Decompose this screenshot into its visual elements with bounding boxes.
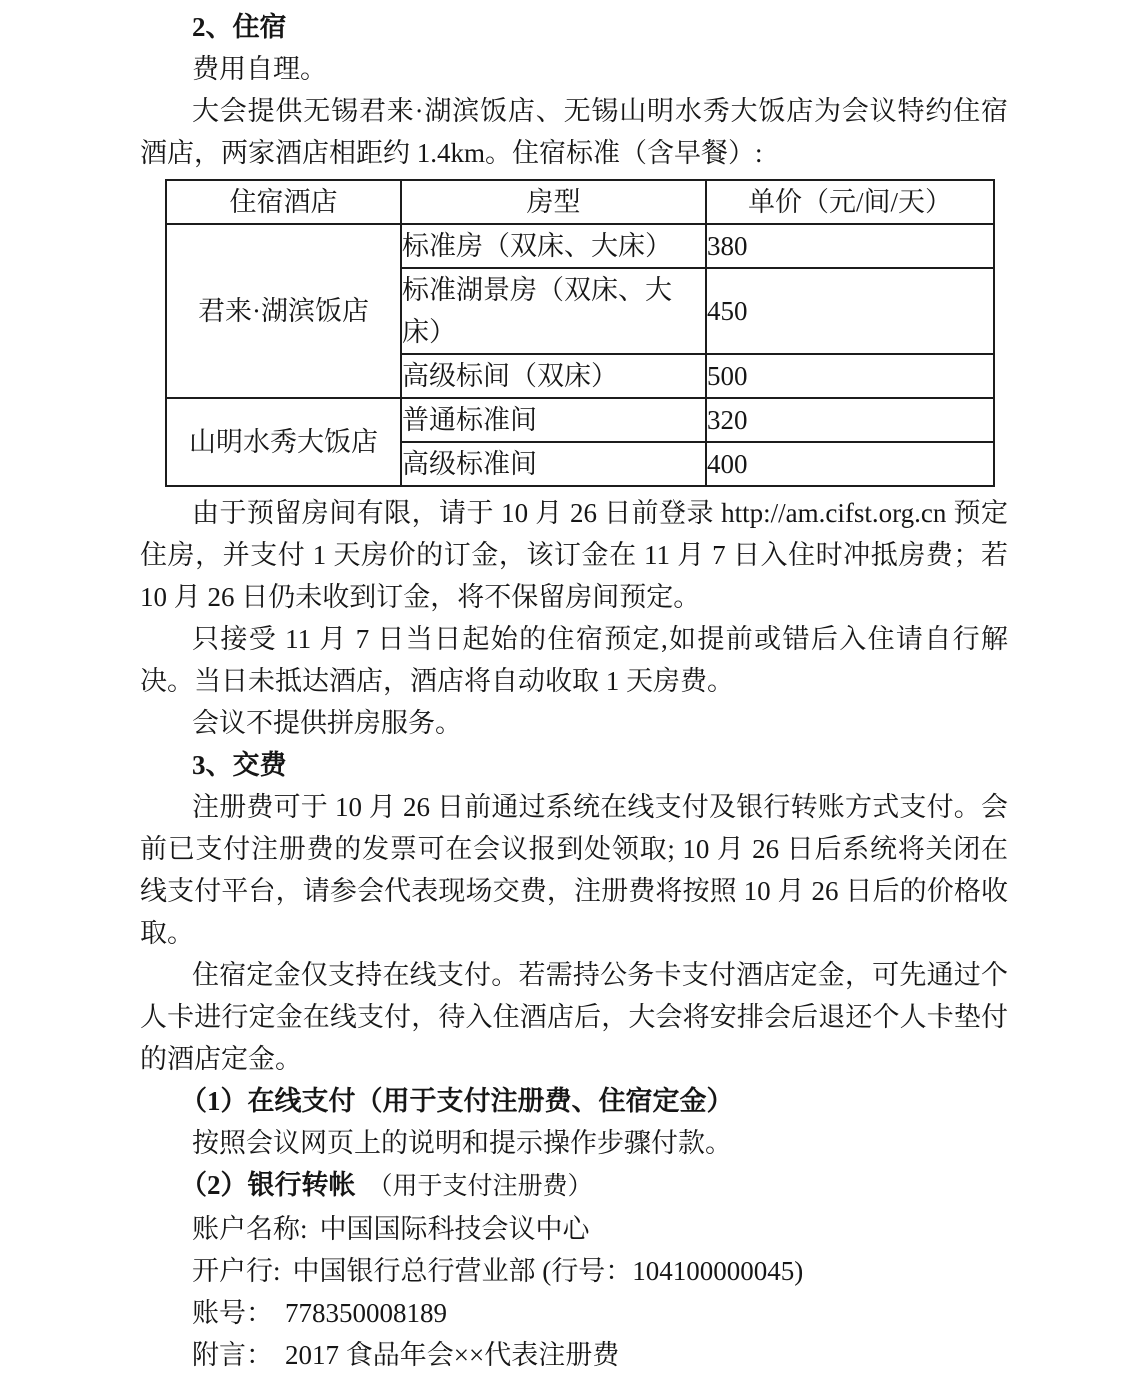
booking-url: http://am.cifst.org.cn — [721, 498, 947, 528]
room-price: 380 — [706, 224, 994, 268]
section-payment-heading: 3、交费 — [192, 750, 287, 780]
room-type: 高级标准间 — [401, 442, 706, 486]
col-header-hotel: 住宿酒店 — [166, 180, 401, 224]
account-number-label: 账号： — [192, 1298, 273, 1328]
room-type: 普通标准间 — [401, 398, 706, 442]
booking-note-pre: 由于预留房间有限，请于 10 月 26 日前登录 — [192, 498, 722, 528]
room-type: 标准房（双床、大床） — [401, 224, 706, 268]
booking-note-post: 预定住房，并支付 1 天房价的订金，该订金在 11 月 7 日入住时冲抵房费；若 10 月 26 日仍未收到订金，将不保留房间预定。 — [140, 498, 1009, 612]
room-price: 320 — [706, 398, 994, 442]
hotel-name-shanmingshuixiu: 山明水秀大饭店 — [166, 398, 401, 486]
fee-self-note: 费用自理。 — [192, 54, 327, 84]
bank-transfer-heading — [140, 1164, 1008, 1208]
col-header-unit-price: 单价（元/间/天） — [706, 180, 994, 224]
online-payment-heading: （1）在线支付（用于支付注册费、住宿定金） — [180, 1086, 734, 1116]
account-bank-line — [140, 1250, 1008, 1292]
room-price: 400 — [706, 442, 994, 486]
account-name-line — [140, 1208, 1008, 1250]
room-sharing-note: 会议不提供拼房服务。 — [192, 708, 462, 738]
room-price: 500 — [706, 354, 994, 398]
account-name-value: 中国国际科技会议中心 — [319, 1214, 590, 1244]
account-name-label: 账户名称: — [192, 1214, 308, 1244]
account-memo-line — [140, 1334, 1008, 1376]
hotel-intro-paragraph: 大会提供无锡君来·湖滨饭店、无锡山明水秀大饭店为会议特约住宿酒店，两家酒店相距约 1.4km。住宿标准（含早餐）: — [140, 96, 1008, 168]
table-row — [166, 398, 994, 442]
hotel-name-junlai: 君来·湖滨饭店 — [166, 224, 401, 398]
room-price: 450 — [706, 268, 994, 354]
table-row — [166, 224, 994, 268]
deposit-paragraph: 住宿定金仅支持在线支付。若需持公务卡支付酒店定金，可先通过个人卡进行定金在线支付，待入住酒店后，大会将安排会后退还个人卡垫付的酒店定金。 — [140, 960, 1008, 1074]
account-number-line — [140, 1292, 1008, 1334]
account-memo-value: 2017 食品年会××代表注册费 — [285, 1340, 620, 1370]
account-bank-label: 开户行: — [192, 1256, 281, 1286]
bank-transfer-heading-suffix: （用于支付注册费） — [367, 1173, 593, 1200]
table-header-row — [166, 180, 994, 224]
account-bank-value: 中国银行总行营业部 (行号：104100000045) — [292, 1256, 804, 1286]
col-header-room-type: 房型 — [401, 180, 706, 224]
online-payment-note: 按照会议网页上的说明和提示操作步骤付款。 — [192, 1128, 732, 1158]
booking-note-paragraph — [140, 492, 1008, 618]
checkin-note-paragraph: 只接受 11 月 7 日当日起始的住宿预定,如提前或错后入住请自行解决。当日未抵达酒店，酒店将自动收取 1 天房费。 — [140, 624, 1008, 696]
registration-fee-paragraph: 注册费可于 10 月 26 日前通过系统在线支付及银行转账方式支付。会前已支付注册费的发票可在会议报到处领取; 10 月 26 日后系统将关闭在线支付平台，请参会代表现场交费，注册费将按照 10 月 26 日后的价格收取。 — [140, 792, 1008, 948]
hotel-price-table — [165, 179, 995, 487]
room-type: 标准湖景房（双床、大床） — [401, 268, 706, 354]
room-type: 高级标间（双床） — [401, 354, 706, 398]
bank-transfer-heading-main: （2）银行转帐 — [180, 1170, 356, 1200]
section-accommodation-heading: 2、住宿 — [192, 12, 287, 42]
account-memo-label: 附言： — [192, 1340, 273, 1370]
account-number-value: 778350008189 — [285, 1298, 447, 1328]
